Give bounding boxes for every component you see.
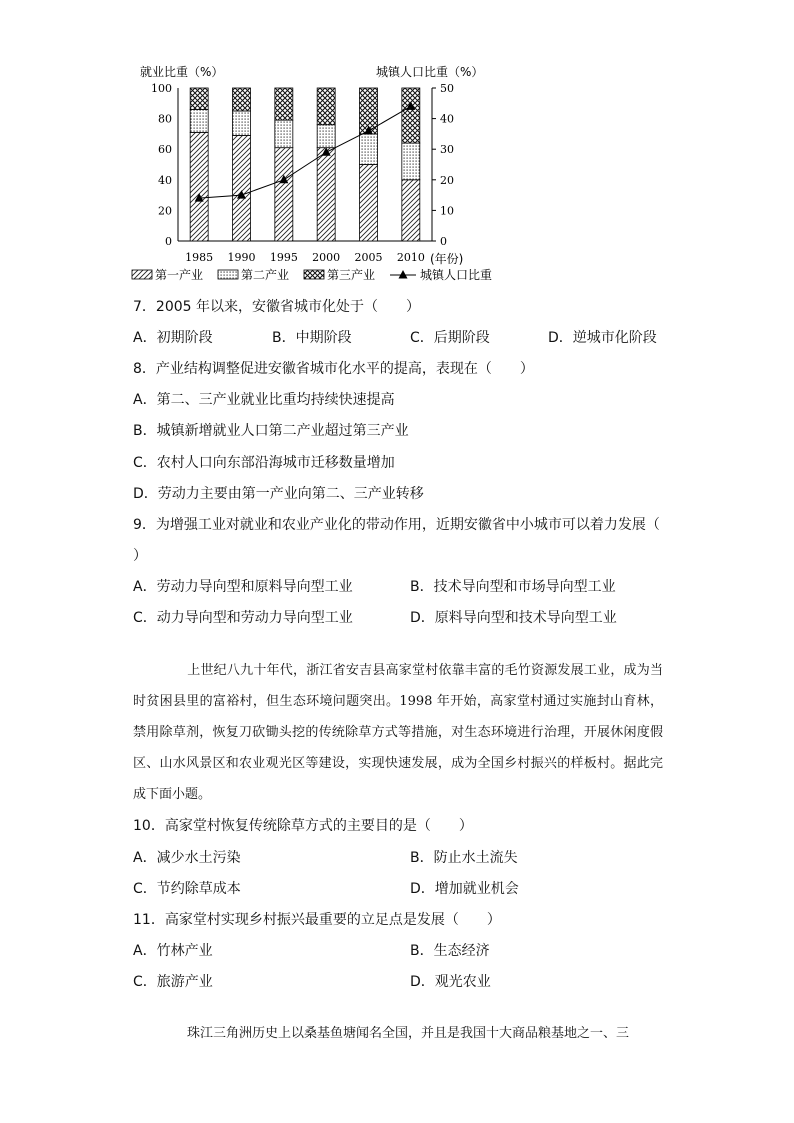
bar-2005-series-1 bbox=[360, 165, 378, 242]
x-tick-label: 1995 bbox=[269, 251, 298, 264]
bar-1990-series-2 bbox=[233, 111, 251, 135]
right-axis-label: 城镇人口比重（%） bbox=[376, 65, 484, 79]
bar-1985-series-2 bbox=[190, 109, 208, 132]
q9-stem: 9．为增强工业对就业和农业产业化的带动作用，近期安徽省中小城市可以着力发展（ bbox=[133, 517, 660, 533]
q7-option-b[interactable]: B．中期阶段 bbox=[272, 330, 352, 346]
bar-1985-series-3 bbox=[190, 88, 208, 109]
q9-option-a[interactable]: A．劳动力导向型和原料导向型工业 bbox=[133, 579, 353, 595]
x-tick-label: 2005 bbox=[354, 251, 383, 264]
left-tick-label: 60 bbox=[158, 143, 172, 157]
bar-2005-series-2 bbox=[360, 134, 378, 165]
bar-1985-series-1 bbox=[190, 132, 208, 241]
legend-label-2: 第二产业 bbox=[241, 268, 290, 282]
q7-option-d[interactable]: D．逆城市化阶段 bbox=[548, 330, 657, 346]
left-tick-label: 0 bbox=[165, 235, 172, 248]
passage-gaojiatang: 上世纪八九十年代，浙江省安吉县高家堂村依靠丰富的毛竹资源发展工业，成为当时贫困县里的富裕村，但生态环境问题突出。1998 年开始，高家堂村通过实施封山育林，禁用除草剂，恢复刀砍锄头挖的传统除草方式等措施，对生态环境进行治理，开展休闲度假区、山水风景区和农业观光区等建设，实现快速发展，成为全国乡村振兴的样板村。据此完成下面小题。 bbox=[133, 663, 663, 802]
right-tick-label: 10 bbox=[440, 204, 454, 218]
legend-label-1: 第一产业 bbox=[155, 268, 204, 282]
x-tick-label: 1990 bbox=[227, 251, 256, 264]
q8-option-d[interactable]: D．劳动力主要由第一产业向第二、三产业转移 bbox=[133, 486, 424, 502]
legend-label-3: 第三产业 bbox=[327, 268, 376, 282]
bar-1995-series-1 bbox=[275, 148, 293, 241]
bar-2010-series-1 bbox=[402, 180, 420, 241]
q11-option-b[interactable]: B．生态经济 bbox=[410, 943, 490, 959]
q10-option-b[interactable]: B．防止水土流失 bbox=[410, 850, 518, 866]
q9-option-d[interactable]: D．原料导向型和技术导向型工业 bbox=[410, 610, 617, 626]
q9-option-c[interactable]: C．动力导向型和劳动力导向型工业 bbox=[133, 610, 353, 626]
bar-2000-series-3 bbox=[317, 88, 335, 125]
q8-stem: 8．产业结构调整促进安徽省城市化水平的提高，表现在（ ） bbox=[133, 361, 534, 377]
q7-option-c[interactable]: C．后期阶段 bbox=[410, 330, 490, 346]
q9-option-b[interactable]: B．技术导向型和市场导向型工业 bbox=[410, 579, 616, 595]
q7-option-a[interactable]: A．初期阶段 bbox=[133, 330, 213, 346]
left-tick-label: 20 bbox=[158, 204, 172, 218]
q11-stem: 11．高家堂村实现乡村振兴最重要的立足点是发展（ ） bbox=[133, 912, 501, 928]
x-tick-label: 1985 bbox=[185, 251, 214, 264]
passage-pearl-river: 珠江三角洲历史上以桑基鱼塘闻名全国，并且是我国十大商品粮基地之一、三 bbox=[187, 1026, 630, 1041]
bar-2010-series-3 bbox=[402, 88, 420, 143]
left-tick-label: 100 bbox=[151, 82, 172, 95]
legend-label-urban: 城镇人口比重 bbox=[420, 268, 493, 282]
q10-option-a[interactable]: A．减少水土污染 bbox=[133, 850, 241, 866]
x-tick-label: 2000 bbox=[312, 251, 341, 264]
bar-2010-series-2 bbox=[402, 143, 420, 180]
q10-option-d[interactable]: D．增加就业机会 bbox=[410, 881, 519, 897]
bar-1990-series-3 bbox=[233, 88, 251, 111]
urban-population-line bbox=[199, 106, 411, 198]
legend-swatch-2 bbox=[218, 270, 238, 279]
legend-line-marker bbox=[399, 270, 408, 279]
legend-swatch-3 bbox=[304, 270, 324, 279]
bar-1990-series-1 bbox=[233, 135, 251, 241]
bar-1995-series-2 bbox=[275, 120, 293, 148]
right-tick-label: 40 bbox=[440, 112, 454, 126]
q10-stem: 10．高家堂村恢复传统除草方式的主要目的是（ ） bbox=[133, 818, 473, 834]
legend-swatch-1 bbox=[132, 270, 152, 279]
q9-stem-continued: ） bbox=[133, 548, 147, 564]
q11-option-d[interactable]: D．观光农业 bbox=[410, 974, 491, 990]
left-tick-label: 40 bbox=[158, 173, 172, 187]
right-tick-label: 30 bbox=[440, 143, 454, 157]
q8-option-a[interactable]: A．第二、三产业就业比重均持续快速提高 bbox=[133, 392, 395, 408]
q7-stem: 7．2005 年以来，安徽省城市化处于（ ） bbox=[133, 299, 420, 315]
right-tick-label: 0 bbox=[440, 235, 447, 248]
q10-option-c[interactable]: C．节约除草成本 bbox=[133, 881, 241, 897]
q8-option-b[interactable]: B．城镇新增就业人口第二产业超过第三产业 bbox=[133, 423, 409, 439]
right-tick-label: 50 bbox=[440, 82, 454, 95]
q8-option-c[interactable]: C．农村人口向东部沿海城市迁移数量增加 bbox=[133, 455, 395, 471]
x-unit-label: (年份) bbox=[430, 252, 464, 266]
bar-2000-series-1 bbox=[317, 148, 335, 241]
left-tick-label: 80 bbox=[158, 112, 172, 126]
q11-option-a[interactable]: A．竹林产业 bbox=[133, 943, 213, 959]
right-tick-label: 20 bbox=[440, 173, 454, 187]
employment-urbanization-chart bbox=[130, 58, 520, 286]
left-axis-label: 就业比重（%） bbox=[140, 65, 224, 79]
bar-1995-series-3 bbox=[275, 88, 293, 120]
q11-option-c[interactable]: C．旅游产业 bbox=[133, 974, 213, 990]
bar-2000-series-2 bbox=[317, 125, 335, 148]
x-tick-label: 2010 bbox=[396, 251, 425, 264]
